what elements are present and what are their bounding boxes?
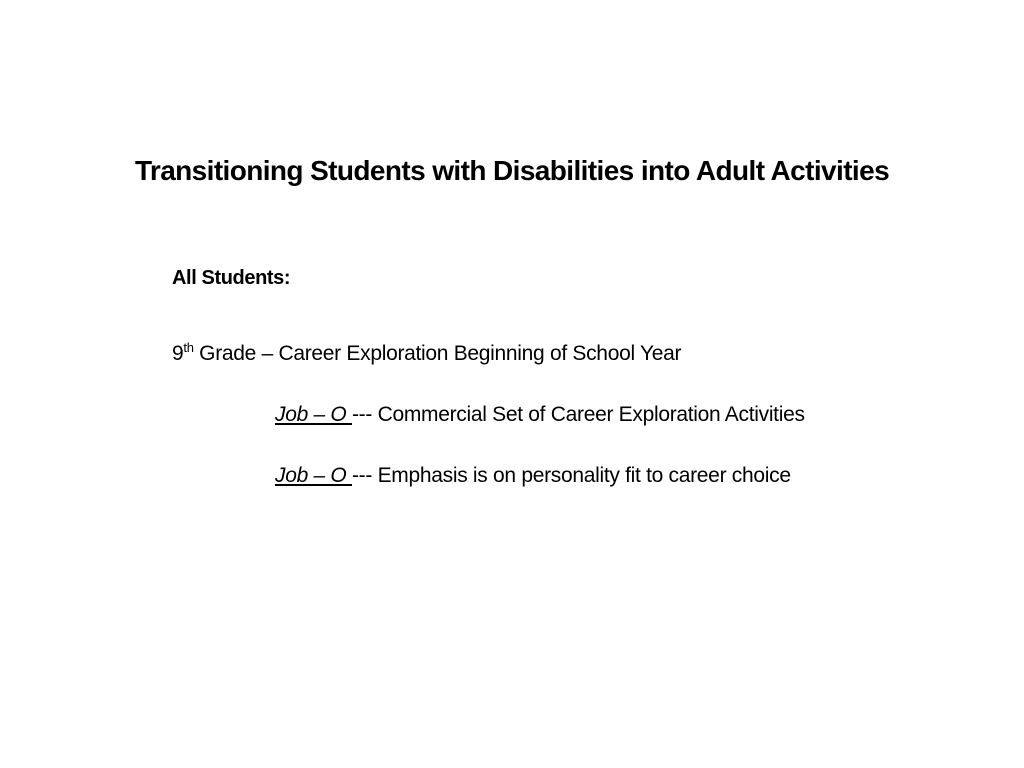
section-heading: All Students: bbox=[172, 267, 291, 289]
grade-line bbox=[172, 339, 681, 369]
grade-text: Grade – Career Exploration Beginning of School Year bbox=[193, 342, 682, 365]
grade-number: 9 bbox=[172, 342, 184, 365]
grade-suffix: th bbox=[183, 340, 194, 355]
slide-title: Transitioning Students with Disabilities into Adult Activities bbox=[134, 155, 890, 186]
job-o-description: --- Emphasis is on personality fit to career choice bbox=[351, 464, 791, 487]
list-item bbox=[275, 461, 791, 491]
job-o-name: Job – O bbox=[275, 464, 352, 487]
list-item bbox=[275, 400, 805, 430]
job-o-name: Job – O bbox=[275, 403, 352, 426]
job-o-description: --- Commercial Set of Career Exploration Activities bbox=[351, 403, 805, 426]
